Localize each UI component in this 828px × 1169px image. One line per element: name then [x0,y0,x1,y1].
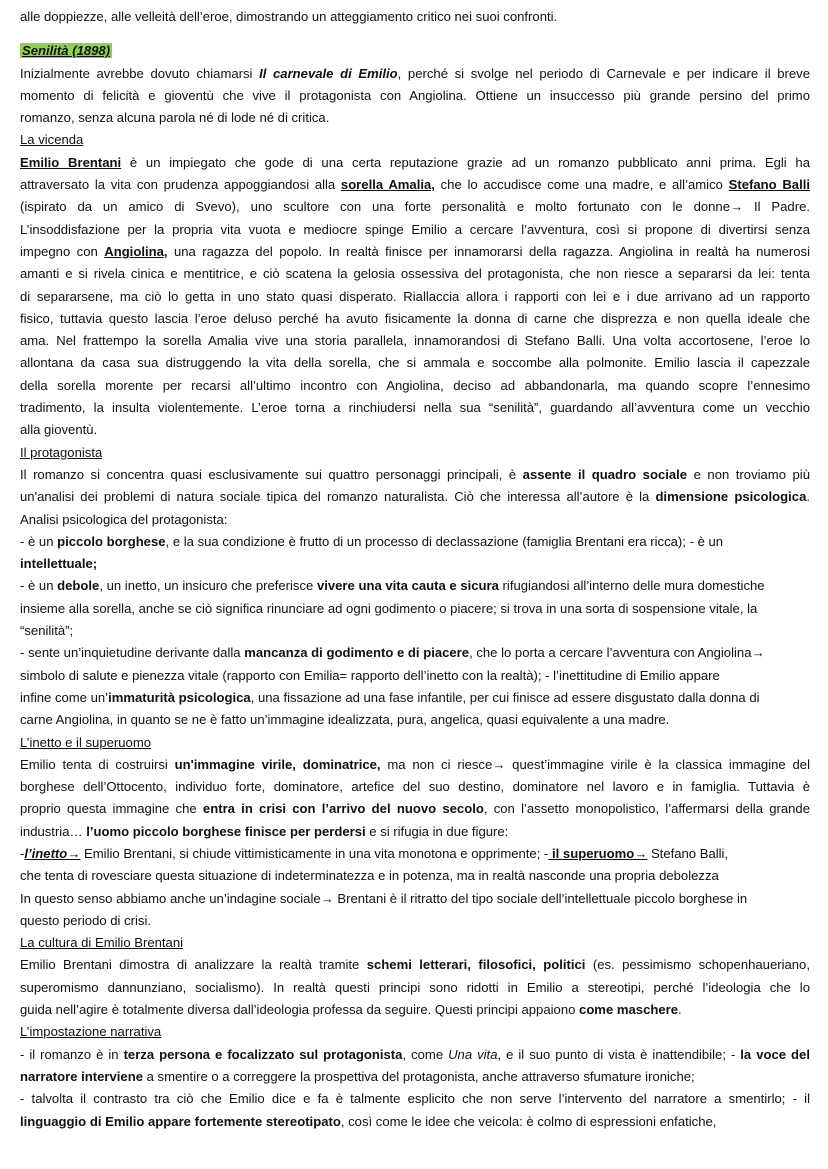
text-run: - è un [20,533,58,549]
text-run: l’inetto→ [24,845,81,861]
paragraph-line [20,910,810,932]
paragraph-line [20,553,810,575]
text-run: , un inetto, un insicuro che preferisce [99,578,317,594]
text-run: , come [402,1046,449,1062]
paragraph-line [20,665,810,687]
text-run: Emilio Brentani, si chiude vittimisticamente in una vita monotona e opprimente; - [80,845,549,861]
text-run: e non troviamo più [687,466,810,482]
text-run: intellettuale; [20,556,98,572]
paragraph-line [20,464,810,486]
subsection-heading-text: L’inetto e il superuomo [20,734,152,750]
text-run: , così come le idee che veicola: è colmo di espressioni enfatiche, [340,1113,717,1129]
paragraph-line [20,397,810,419]
text-run: piccolo borghese [57,533,166,549]
paragraph-line [20,598,810,620]
section-title-line [20,40,810,62]
text-run: , e la sua condizione è frutto di un processo di declassazione (famiglia Brentani era ricca); - è un [165,533,724,549]
subsections [20,129,810,1132]
paragraph-line [20,776,810,798]
paragraph-line [20,1088,810,1110]
text-run: la voce del [740,1046,810,1062]
paragraph-line [20,286,810,308]
text-run: schemi letterari, filosofici, politici [366,957,586,973]
paragraph-line [20,375,810,397]
text-run: infine come un’ [20,689,109,705]
text-run: romanzo, senza alcuna parola né di lode né di critica. [20,110,330,126]
text-run: che tenta di rovesciare questa situazione di indeterminatezza e in potenza, ma in realtà nasconde una propria debolezza [20,868,719,884]
text-run: , e il suo punto di vista è inattendibile; - [497,1046,741,1062]
subsection-heading [20,932,810,954]
text-run: della sorella morente per recarsi all’ultimo incontro con Angiolina, deciso ad abbandonarla, ma quando scopre l’ennesimo [20,377,810,393]
paragraph-line [20,865,810,887]
text-run: Il carnevale di Emilio [259,65,398,81]
paragraph-line [20,1111,810,1133]
section-title: Senilità (1898) [22,43,111,59]
text-run: ma non ci riesce→ quest’immagine virile è la classica immagine del [380,756,810,772]
text-run: Inizialmente avrebbe dovuto chiamarsi [20,65,260,81]
text-run: un'immagine virile, dominatrice, [174,756,381,772]
text-run: - sente un’inquietudine derivante dalla [20,645,245,661]
paragraph-line [20,531,810,553]
intro-end-line: alle doppiezze, alle velleità dell’eroe, dimostrando un atteggiamento critico nei suoi confronti. [20,9,558,24]
text-run: vivere una vita cauta e sicura [316,578,499,594]
text-run: a smentire o a correggere la prospettiva del protagonista, anche attraverso sfumature ironiche; [142,1068,695,1084]
text-run: debole [57,578,100,594]
subsection-heading-text: La cultura di Emilio Brentani [20,935,184,951]
subsection-heading [20,1021,810,1043]
paragraph-line [20,843,810,865]
text-run: - [20,845,25,861]
text-run: momento di felicità e gioventù che vive il protagonista con Angiolina. Ottiene un insuccesso più grande persino del primo [20,87,810,103]
text-run: alla gioventù. [20,422,98,438]
text-run: Analisi psicologica del protagonista: [20,511,228,527]
paragraph-line [20,330,810,352]
text-run: è un impiegato che gode di una certa reputazione grazie ad un romanzo pubblicato anni prima. Egli ha [121,154,810,170]
paragraph-line [20,263,810,285]
text-run: L’insoddisfazione per la propria vita vuota e mediocre spinge Emilio a cercare l’avventura, così si propone di divertirsi senza [20,221,810,237]
text-run: , perché si svolge nel periodo di Carnevale e per indicare il breve [397,65,810,81]
paragraph-line [20,687,810,709]
intro-line [20,85,810,107]
text-run: (es. pessimismo schopenhaueriano, [585,957,810,973]
text-run: carne Angiolina, in quanto se ne è fatto un’immagine idealizzata, pura, angelica, quasi equivalente a una madre. [20,712,670,728]
text-run: , che lo porta a cercare l’avventura con Angiolina→ [469,645,765,661]
text-run: (ispirato da un amico di Svevo), uno scultore con una forte personalità e molto fortunato con le donne→ Il Padre. [20,199,810,215]
subsection-heading [20,732,810,754]
paragraph-line [20,798,810,820]
subsection-heading-text: La vicenda [20,132,84,148]
paragraph-line [20,642,810,664]
text-run: un'analisi dei problemi di natura sociale tipica del romanzo naturalista. Ciò che interessa all’autore è la [20,489,656,505]
text-run: fisico, tuttavia questo lascia l’eroe deluso perché ha avuto fisicamente la donna di carne che disprezza e non quella ideale che [20,310,810,326]
paragraph-line [20,486,810,508]
text-run: attraversato la vita con prudenza appoggiandosi alla [20,177,341,193]
paragraph-line [20,241,810,263]
text-run: dimensione psicologica [655,489,807,505]
text-run: e si rifugia in due figure: [365,823,509,839]
text-run: - il romanzo è in [20,1046,124,1062]
text-run: , una fissazione ad una fase infantile, per cui finisce ad essere disgustato dalla donna di [250,689,760,705]
paragraph-line [20,821,810,843]
text-run: Emilio Brentani dimostra di analizzare la realtà tramite [20,957,367,973]
text-run: narratore interviene [20,1068,143,1084]
paragraph-line [20,999,810,1021]
text-run: mancanza di godimento e di piacere [244,645,470,661]
text-run: amanti e si rivela cinica e mentitrice, e ciò scatena la gelosia ossessiva del protagonista, che non riesce a separarsi da lei: tenta [20,266,810,282]
paragraph-line [20,196,810,218]
paragraph-line [20,977,810,999]
paragraph-line [20,1066,810,1088]
text-run: come maschere [579,1002,679,1018]
paragraph-line [20,174,810,196]
text-run: il superuomo→ [548,845,648,861]
paragraph-line [20,575,810,597]
text-run: Stefano Balli, [647,845,729,861]
text-run: simbolo di salute e pienezza vitale (rapporto con Emilia= rapporto dell’inetto con la realtà); - l’inettitudine di Emilio appare [20,667,720,683]
paragraph-line [20,509,810,531]
text-run: linguaggio di Emilio appare fortemente stereotipato [20,1113,341,1129]
subsection-heading [20,442,810,464]
text-run: rifugiandosi all’interno delle mura domestiche [498,578,765,594]
text-run: guida nell’agire è totalmente diversa dall’ideologia professa da seguire. Questi principi appaiono [20,1002,580,1018]
text-run: Angiolina, [104,243,168,259]
text-run: allontana da casa sua distruggendo la vita della sorella, che si ammala e soccombe alla polmonite. Emilio lascia il capezzale [20,355,810,371]
text-run: borghese dell’Ottocento, individuo forte, dominatore, artefice del suo destino, dominatore nel lavoro e in famiglia. Tuttavia è [20,779,810,795]
paragraph-line [20,219,810,241]
intro-line [20,107,810,129]
text-run: In questo senso abbiamo anche un’indagine sociale→ Brentani è il ritratto del tipo sociale dell’intellettuale piccolo borghese in [20,890,748,906]
text-run: tradimento, la insulta violentemente. L’eroe torna a rinchiudersi nella sua “senilità”, guardando all’avventura come un vecchio [20,400,810,416]
text-run: proprio questa immagine che [20,801,203,817]
subsection-heading-text: Il protagonista [20,444,103,460]
text-run: Emilio Brentani [20,154,122,170]
text-run: Il romanzo si concentra quasi esclusivamente sui quattro personaggi principali, è [20,466,523,482]
text-run: entra in crisi con l’arrivo del nuovo secolo [202,801,484,817]
text-run: che lo accudisce come una madre, e all’amico [434,177,729,193]
paragraph-line [20,308,810,330]
document-page [20,6,810,1133]
text-run: una ragazza del popolo. In realtà finisce per innamorarsi della ragazza. Angiolina in realtà ha numerosi [167,243,810,259]
text-run: questo periodo di crisi. [20,912,152,928]
paragraph-line [20,352,810,374]
paragraph-line [20,709,810,731]
intro-line [20,63,810,85]
paragraph-line [20,419,810,441]
text-run: . [678,1002,682,1018]
paragraph-line [20,754,810,776]
subsection-heading-text: L’impostazione narrativa [20,1024,162,1040]
text-run: - è un [20,578,58,594]
subsection-heading [20,129,810,151]
text-run: superomismo dannunziano, socialismo). In realtà questi principi sono ridotti in Emilio a stereotipi, perché l’ideologia che lo [20,979,810,995]
text-run: - talvolta il contrasto tra ciò che Emilio dice e fa è talmente esplicito che non serve l’intervento del narratore a smentirlo; - il [20,1091,810,1107]
text-run: industria… [20,823,87,839]
section-intro [20,63,810,130]
text-run: immaturità psicologica [108,689,251,705]
paragraph-line [20,1044,810,1066]
text-run: Una vita [448,1046,498,1062]
text-run: l’uomo piccolo borghese finisce per perdersi [86,823,366,839]
paragraph-line [20,152,810,174]
text-run: . [806,489,810,505]
text-run: , con l’assetto monopolistico, l’affermarsi della grande [483,801,810,817]
text-run: “senilità”; [20,623,74,639]
text-run: sorella Amalia, [340,177,435,193]
paragraph-line [20,888,810,910]
text-run: terza persona e focalizzato sul protagonista [123,1046,403,1062]
text-run: impegno con [20,243,105,259]
paragraph-line [20,620,810,642]
text-run: insieme alla sorella, anche se ciò significa rinunciare ad ogni godimento o piacere; si trova in una sorta di sospensione vitale, la [20,600,758,616]
text-run: di separarsene, ma ciò lo getta in uno stato quasi disperato. Riallaccia allora i rapporti con lei e i due arrivano ad un rapporto [20,288,810,304]
paragraph-line [20,954,810,976]
text-run: Stefano Balli [728,177,810,193]
text-run: Emilio tenta di costruirsi [20,756,175,772]
text-run: assente il quadro sociale [522,466,688,482]
text-run: ama. Nel frattempo la sorella Amalia vive una storia parallela, innamorandosi di Stefano Balli. Una volta accortosene, l’eroe lo [20,333,810,349]
